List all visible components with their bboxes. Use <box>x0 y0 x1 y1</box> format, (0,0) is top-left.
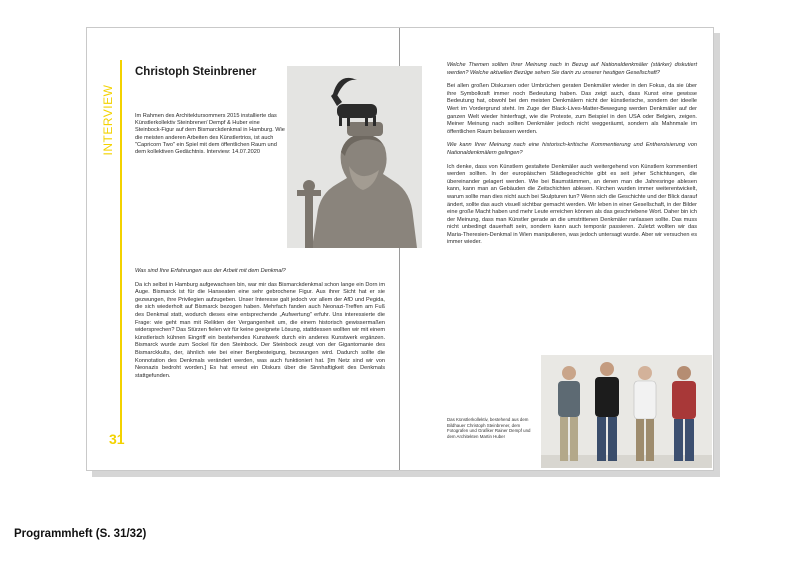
page-number: 31 <box>109 431 125 447</box>
statue-photo <box>287 66 422 248</box>
question-text: Was sind Ihre Erfahrungen aus der Arbeit mit dem Denkmal? <box>135 268 286 274</box>
accent-vertical-rule <box>120 60 122 442</box>
brochure-spread <box>86 27 714 471</box>
statue-with-ibex-photo-icon <box>287 66 422 248</box>
left-interview-body <box>135 268 385 386</box>
photo-caption: Das Künstlerkollektiv, bestehend aus dem Bildhauer Christoph Steinbrener, dem Fotografen und Grafiker Rainer Dempf und dem Architekten Martin Huber <box>447 417 531 439</box>
question-text: Wie kann Ihrer Meinung nach eine historisch-kritische Kommentierung und Entheroisierung von Nationaldenkmälern gelingen? <box>447 142 697 156</box>
four-artists-group-photo-icon <box>541 355 712 468</box>
answer-text: Bei allen großen Diskursen oder Umbrüchen geraten Denkmäler wieder in den Fokus, da sie über ihre Symbolkraft immer noch Bedeutung haben. Das zeigt auch, dass Kunst eine gewisse Bedeutung hat, obwohl bei den meisten Denkmälern nicht der künstlerische, sondern der ideelle Wert im Vordergrund steht. Im Zuge der Black-Lives-Matter-Bewegung werden Denkmäler auf der ganzen Welt wieder hinterfragt, wie die Proteste, zum Beispiel in den USA oder Belgien, zeigen. Meiner Meinung nach sollten Denkmäler jedoch nicht weggeräumt, sondern als Mahnmale im öffentlichen Raum belassen werden. <box>447 83 697 135</box>
section-label-text: INTERVIEW <box>101 84 115 156</box>
answer-text: Ich denke, dass von Künstlern gestaltete Denkmäler auch weitergehend von Künstlern kommentiert werden sollten. In der europäischen Städtegeschichte gibt es seit jeher Schichtungen, die übereinander gelagert werden. Wie bei Baumstämmen, an denen man die Jahresringe ablesen kann, kann man an Gebäuden die Zeitschichten ablesen. Kirchen wurden immer weiterentwickelt, warum sollte man dies nicht auch bei Skulpturen tun? Wenn sich die Geschichte und der Blick darauf ändert, sollte das auch visuell sichtbar gemacht werden. Wir leben in einer Gesellschaft, in der Bilder eine große Macht haben und mehr Leute erreichen können als das geschriebene Wort. Daher bin ich der Meinung, dass man Künstler gerade an die umstrittenen Denkmäler ranlassen sollte. Das muss nicht unbedingt dauerhaft sein, sondern kann auch temporär passieren. Zuletzt wollten wir das Maria-Theresien-Denkmal in Wien manipulieren, was jedoch untersagt wurde. Aber wir versuchen es immer wieder. <box>447 163 697 246</box>
answer-text: Da ich selbst in Hamburg aufgewachsen bin, war mir das Bismarckdenkmal schon lange ein Dorn im Auge. Bismarck ist für die Hanseaten eine sehr gebrochene Figur. Aus ihrer Sicht hat er sie gezwungen, ihre Privilegien aufzugeben. Unser Interesse galt jedoch vor allem der AfD und Pegida, die sich wiederholt auf Bismarck bezogen haben. Mehrfach fanden auch Neonazi-Treffen am Fuß des Denkmal statt, wodurch dieses eine entsprechende „Aufwertung" erfuhr. Uns interessierte die Frage: wie geht man mit Relikten der Vergangenheit um, die einem historisch gewissermaßen widersprechen? Das Stürzen fielen wir für keine geeignete Lösung, stattdessen wollten wir mit einem künstlerisch kühnen Eingriff ein bestehendes Kunstwerk durch ein anderes Kunstwerk ergänzen. Bismarck wurde zum Sockel für den Steinbock. Der Steinbock zeugt von der Gigantomanie des Bismarckkults, der, ähnlich wie bei einer Bergbesteigung, bezwungen wird. Dadurch sollte die Konnotation des Denkmals verändert werden, was auch funktioniert hat. [Im Netz sind wir von Neonazis bedroht worden.] Es hat erneut ein Diskurs über die Sinnhaftigkeit des Denkmals stattgefunden. <box>135 281 385 379</box>
interview-title: Christoph Steinbrener <box>135 66 257 78</box>
right-interview-body <box>447 62 697 253</box>
question-text: Welche Themen sollten Ihrer Meinung nach in Bezug auf Nationaldenkmäler (stärker) diskutiert werden? Welche aktuellen Bezüge sehen Sie darin zu unserer heutigen Gesellschaft? <box>447 62 697 76</box>
artists-group-photo <box>541 355 712 468</box>
intro-text: Im Rahmen des Architektursommers 2015 installierte das Künstlerkollektiv Steinbrener/ Dempf & Huber eine Steinbock-Figur auf dem Bismarckdenkmal in Hamburg. Wie die meisten anderen Arbeiten des Künstlertrios, ist auch "Capricorn Two" ein Spiel mit dem öffentlichen Raum und dem kollektiven Gedächtnis. Interview: 14.07.2020 <box>135 113 285 156</box>
vertical-section-label <box>101 66 115 176</box>
footer-label: Programmheft (S. 31/32) <box>14 528 147 540</box>
